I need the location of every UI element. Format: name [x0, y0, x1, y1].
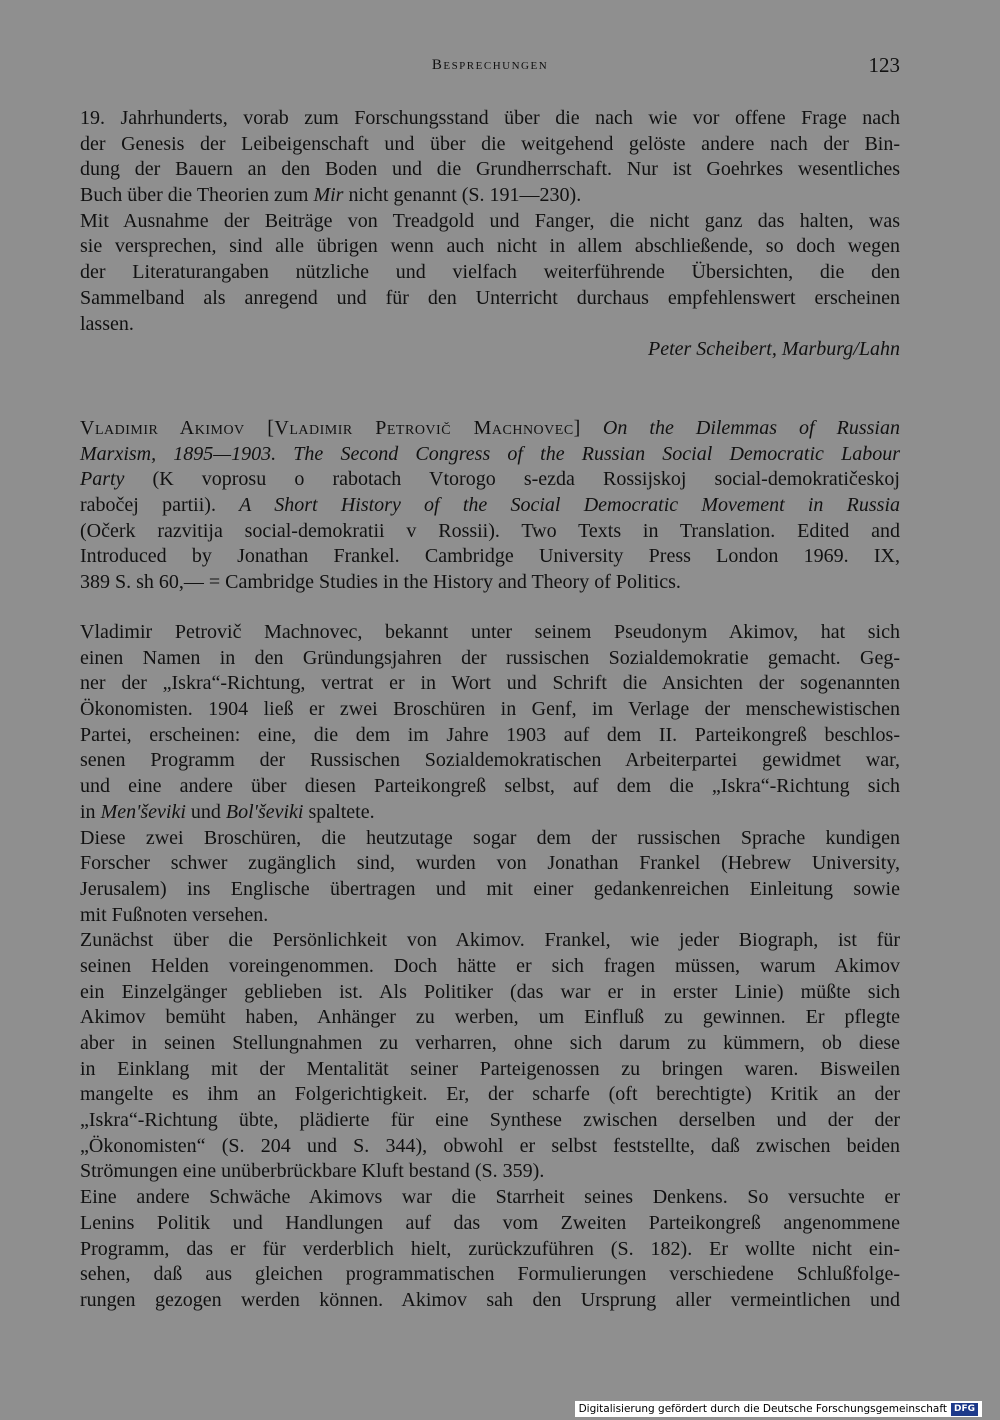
citation-line: Introduced by Jonathan Frankel. Cambridge University Press London 1969. IX,: [80, 545, 900, 568]
text-line: aber in seinen Stellungnahmen zu verharren, ohne sich darum zu kümmern, ob diese: [80, 1032, 900, 1054]
text-line: mit Fußnoten versehen.: [80, 903, 269, 926]
text-line: Akimov bemüht haben, Anhänger zu werben, um Einfluß zu gewinnen. Er pflegte: [80, 1006, 900, 1029]
text-line: seinen Helden voreingenommen. Doch hätte er sich fragen müssen, warum Akimov: [80, 954, 900, 977]
text-line: Programm, das er für verderblich hielt, zurückzuführen (S. 182). Er wollte nicht ein-: [80, 1237, 900, 1260]
credit-text: Digitalisierung gefördert durch die Deutsche Forschungsgemeinschaft: [578, 1403, 947, 1415]
text-line: dung der Bauern an den Boden und die Grundherrschaft. Nur ist Goehrkes wesentliches: [80, 158, 900, 181]
citation-line: [80, 416, 900, 442]
text-line: Strömungen eine unüberbrückbare Kluft bestand (S. 359).: [80, 1160, 545, 1183]
text-line: Lenins Politik und Handlungen auf das vom Zweiten Parteikongreß angenommene: [80, 1211, 900, 1234]
citation-line: [80, 467, 900, 493]
text-line: ner der „Iskra“-Richtung, vertrat er in Wort und Schrift die Ansichten der sogenannten: [80, 672, 900, 695]
text-line: Zunächst über die Persönlichkeit von Akimov. Frankel, wie jeder Biograph, ist für: [80, 929, 900, 952]
text-line: lassen.: [80, 312, 134, 335]
text-line: senen Programm der Russischen Sozialdemokratischen Arbeiterpartei gewidmet war,: [80, 749, 900, 772]
review-body: [80, 620, 900, 1314]
reviewer-signature: Peter Scheibert, Marburg/Lahn: [647, 338, 900, 361]
text-run: nicht genannt (S. 191—230).: [343, 184, 582, 207]
text-line: Sammelband als anregend und für den Unterricht durchaus empfehlenswert erscheinen: [80, 286, 900, 309]
text-line: „Ökonomisten“ (S. 204 und S. 344), obwohl er selbst feststellte, daß zwischen beiden: [80, 1134, 900, 1157]
text-line: [80, 183, 900, 209]
text-line: Eine andere Schwäche Akimovs war die Starrheit seines Denkens. So versuchte er: [80, 1186, 900, 1209]
text-run: spaltete.: [303, 800, 375, 823]
citation-line: 389 S. sh 60,— = Cambridge Studies in the History and Theory of Politics.: [80, 571, 681, 594]
text-line: der Genesis der Leibeigenschaft und über die weitgehend gelöste andere nach der Bin-: [80, 132, 900, 155]
text-line: und eine andere über diesen Parteikongreß selbst, auf dem die „Iskra“-Richtung sich: [80, 775, 900, 798]
dfg-logo: DFG: [951, 1403, 978, 1416]
text-line: der Literaturangaben nützliche und vielfach weiterführende Übersichten, die den: [80, 261, 900, 284]
text-line: einen Namen in den Gründungsjahren der russischen Sozialdemokratie gemacht. Geg-: [80, 646, 900, 669]
text-line: Jerusalem) ins Englische übertragen und mit einer gedankenreichen Einleitung sowie: [80, 877, 900, 900]
term-bolsheviki: Bol'ševiki: [225, 800, 304, 823]
text-line: rungen gezogen werden können. Akimov sah den Ursprung aller vermeintlichen und: [80, 1288, 900, 1311]
text-line: Vladimir Petrovič Machnovec, bekannt unter seinem Pseudonym Akimov, hat sich: [80, 621, 900, 643]
text-line: in Einklang mit der Mentalität seiner Parteigenossen zu bringen waren. Bisweilen: [80, 1057, 900, 1080]
text-line: Diese zwei Broschüren, die heutzutage sogar dem der russischen Sprache kundigen: [80, 826, 900, 849]
text-run: in: [80, 800, 101, 823]
text-line: sehen, daß aus gleichen programmatischen Formulierungen verschiedene Schlußfolge-: [80, 1263, 900, 1286]
text-run: und: [185, 800, 226, 823]
text-run: (K voprosu o rabotach Vtorogo s-ezda Rossijskoj social-demokratičeskoj: [124, 468, 900, 491]
book-citation: [80, 416, 900, 596]
text-line: Mit Ausnahme der Beiträge von Treadgold und Fanger, die nicht ganz das halten, was: [80, 209, 900, 232]
text-line: Partei, erscheinen: eine, die dem im Jahre 1903 auf dem II. Parteikongreß beschlos-: [80, 723, 900, 746]
text-line: mangelte es ihm an Folgerichtigkeit. Er, der scharfe (oft berechtigte) Kritik an der: [80, 1083, 900, 1106]
text-line: sie versprechen, sind alle übrigen wenn auch nicht in allem abschließende, so doch wegen: [80, 235, 900, 258]
digitization-credit: [575, 1401, 982, 1417]
citation-author: Vladimir Akimov [Vladimir Petrovič Machnovec]: [80, 417, 581, 439]
text-line: 19. Jahrhunderts, vorab zum Forschungsstand über die nach wie vor offene Frage nach: [80, 107, 900, 129]
citation-line: Marxism, 1895—1903. The Second Congress of the Russian Social Democratic Labour: [80, 442, 900, 465]
citation-title: A Short History of the Social Democratic Movement in Russia: [239, 494, 900, 517]
text-line: ein Einzelgänger geblieben ist. Als Politiker (das war er in erster Linie) müßte sich: [80, 980, 900, 1003]
term-mensheviki: Men'ševiki: [100, 800, 186, 823]
page-header: [80, 53, 900, 77]
text-run: Buch über die Theorien zum: [80, 184, 309, 207]
citation-title: On the Dilemmas of Russian: [580, 417, 900, 439]
citation-line: [80, 493, 900, 519]
mir-term: Mir: [313, 184, 344, 207]
citation-line: (Očerk razvitija social-demokratii v Rossii). Two Texts in Translation. Edited and: [80, 519, 900, 542]
page-number: 123: [868, 53, 900, 77]
text-line: Forscher schwer zugänglich sind, wurden von Jonathan Frankel (Hebrew University,: [80, 852, 900, 875]
text-line: „Iskra“-Richtung übte, plädierte für eine Synthese zwischen derselben und der der: [80, 1109, 900, 1132]
text-run: rabočej partii).: [80, 494, 240, 517]
text-line: [80, 800, 900, 826]
running-title: Besprechungen: [431, 57, 549, 73]
text-line: Ökonomisten. 1904 ließ er zwei Broschüren in Genf, im Verlage der menschewistischen: [80, 698, 900, 721]
citation-title: Party: [80, 468, 125, 491]
review-continuation: [80, 106, 900, 363]
